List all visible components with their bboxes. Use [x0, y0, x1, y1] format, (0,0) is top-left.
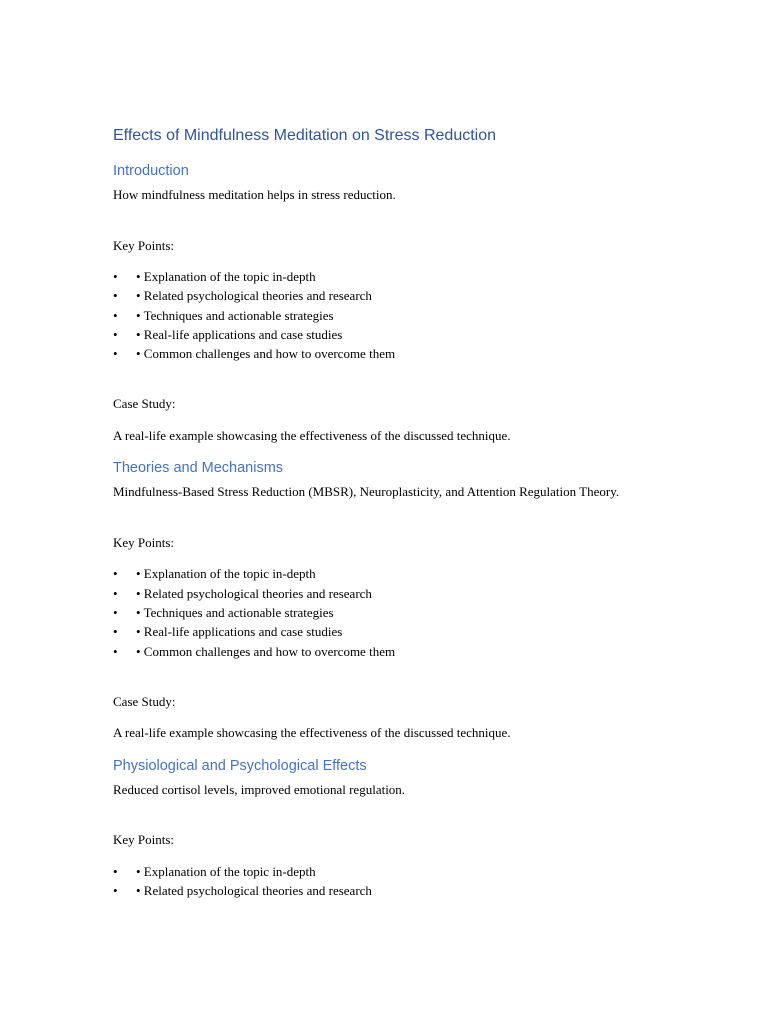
bullet-icon: • [113, 566, 118, 582]
case-study-label: Case Study: [113, 693, 176, 709]
bullet-icon: • [113, 643, 118, 659]
section-heading: Theories and Mechanisms [113, 460, 284, 477]
document-title: Effects of Mindfulness Meditation on Stress Reduction [113, 127, 497, 144]
key-point-text: • Common challenges and how to overcome them [136, 346, 396, 362]
key-point-text: • Real-life applications and case studies [136, 624, 343, 640]
key-point-text: • Common challenges and how to overcome them [136, 643, 396, 659]
section-heading: Physiological and Psychological Effects [113, 757, 367, 774]
key-point-item [113, 325, 653, 344]
key-points-label: Key Points: [113, 534, 175, 550]
key-points-label: Key Points: [113, 832, 175, 848]
key-point-text: • Explanation of the topic in-depth [136, 863, 316, 879]
key-point-text: • Related psychological theories and research [136, 585, 372, 601]
key-point-text: • Techniques and actionable strategies [136, 605, 334, 621]
document-content [113, 125, 653, 932]
key-points-list [113, 564, 653, 660]
case-study-text: A real-life example showcasing the effectiveness of the discussed technique. [113, 725, 511, 741]
key-point-item [113, 286, 653, 305]
key-points-label: Key Points: [113, 237, 175, 253]
key-point-item [113, 862, 653, 881]
key-points-list [113, 862, 653, 901]
section-theories-and-mechanisms [113, 458, 653, 742]
case-study-text: A real-life example showcasing the effectiveness of the discussed technique. [113, 427, 511, 443]
bullet-icon: • [113, 346, 118, 362]
bullet-icon: • [113, 307, 118, 323]
bullet-icon: • [113, 624, 118, 640]
bullet-icon: • [113, 585, 118, 601]
key-point-item [113, 642, 653, 661]
bullet-icon: • [113, 269, 118, 284]
key-point-text: • Related psychological theories and research [136, 288, 372, 304]
key-point-text: • Real-life applications and case studies [136, 326, 343, 342]
key-points-list [113, 267, 653, 363]
key-point-item [113, 622, 653, 641]
key-point-item [113, 881, 653, 900]
bullet-icon: • [113, 326, 118, 342]
bullet-icon: • [113, 288, 118, 304]
section-heading: Introduction [113, 163, 189, 179]
bullet-icon: • [113, 863, 118, 879]
key-point-item [113, 267, 653, 286]
section-body: Reduced cortisol levels, improved emotional regulation. [113, 781, 406, 797]
key-point-text: • Explanation of the topic in-depth [136, 566, 316, 582]
bullet-icon: • [113, 883, 118, 899]
key-point-item [113, 584, 653, 603]
section-body: How mindfulness meditation helps in stress reduction. [113, 187, 396, 202]
section-body: Mindfulness-Based Stress Reduction (MBSR), Neuroplasticity, and Attention Regulation Theory. [113, 484, 620, 500]
case-study-label: Case Study: [113, 396, 176, 412]
section-introduction [113, 161, 653, 445]
key-point-item [113, 306, 653, 325]
key-point-item [113, 603, 653, 622]
key-point-text: • Explanation of the topic in-depth [136, 269, 316, 284]
key-point-text: • Related psychological theories and research [136, 883, 372, 899]
key-point-text: • Techniques and actionable strategies [136, 307, 334, 323]
section-physiological-and-psychological-effects [113, 756, 653, 901]
key-point-item [113, 564, 653, 583]
bullet-icon: • [113, 605, 118, 621]
key-point-item [113, 344, 653, 363]
